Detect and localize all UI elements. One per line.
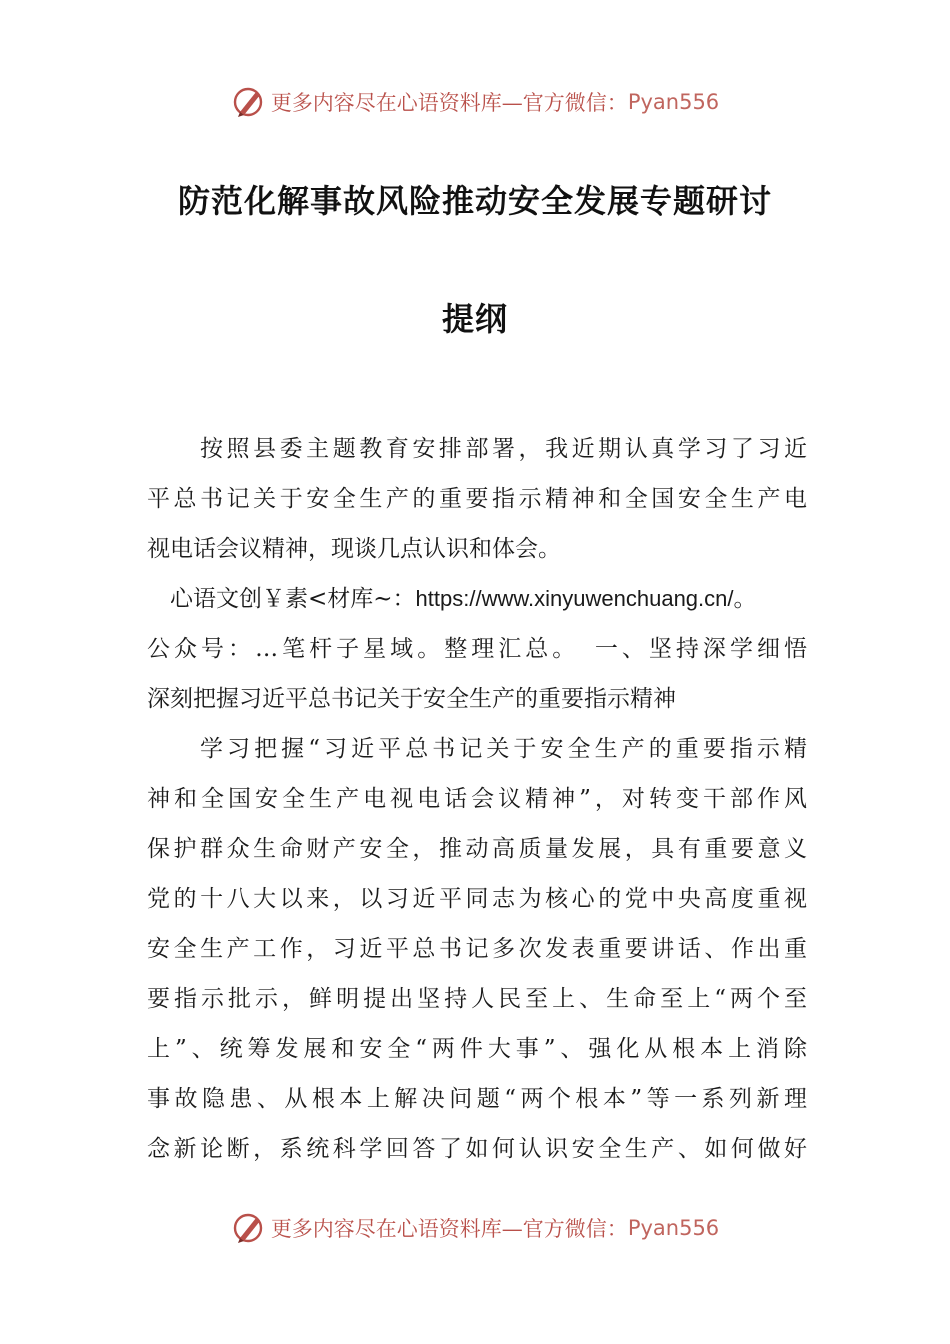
- watermark-prefix: 心语文创￥素<材库~：: [170, 586, 416, 612]
- banner-wechat-id: Pyan556: [627, 1216, 720, 1240]
- banner-text: 更多内容尽在心语资料库—官方微信：: [270, 91, 628, 115]
- body-line: 保护群众生命财产安全，推动高质量发展，具有重要意义: [147, 836, 807, 862]
- body-line: 事故隐患、从根本上解决问题“两个根本”等一系列新理: [147, 1086, 807, 1112]
- section-heading: 深刻把握习近平总书记关于安全生产的重要指示精神: [147, 686, 676, 712]
- body-line: 平总书记关于安全生产的重要指示精神和全国安全生产电: [147, 486, 807, 512]
- body-line: 安全生产工作，习近平总书记多次发表重要讲话、作出重: [147, 936, 807, 962]
- footer-watermark-banner: [0, 1208, 950, 1248]
- body-line: 要指示批示，鲜明提出坚持人民至上、生命至上“两个至: [147, 986, 807, 1012]
- body-line: 上”、统筹发展和安全“两件大事”、强化从根本上消除: [147, 1036, 807, 1062]
- banner-text: 更多内容尽在心语资料库—官方微信：: [270, 1217, 628, 1241]
- pen-logo-icon: [231, 84, 267, 120]
- pen-logo-icon: [231, 1210, 267, 1246]
- body-line: 党的十八大以来，以习近平同志为核心的党中央高度重视: [147, 886, 807, 912]
- banner-wechat-id: Pyan556: [627, 90, 720, 114]
- body-line: 按照县委主题教育安排部署，我近期认真学习了习近: [200, 436, 807, 462]
- body-line: 学习把握“习近平总书记关于安全生产的重要指示精: [200, 736, 807, 762]
- page-title-line2: 提纲: [441, 300, 508, 338]
- body-line: 视电话会议精神，现谈几点认识和体会。: [147, 536, 561, 562]
- body-line: 公众号：…笔杆子星域。整理汇总。 一、坚持深学细悟: [147, 636, 807, 662]
- watermark-period: 。: [733, 586, 757, 612]
- watermark-url: https://www.xinyuwenchuang.cn/: [415, 586, 734, 611]
- body-line-watermark: [170, 584, 810, 614]
- page-title: 防范化解事故风险推动安全发展专题研讨: [177, 182, 772, 220]
- body-line: 神和全国安全生产电视电话会议精神”，对转变干部作风: [147, 786, 807, 812]
- header-watermark-banner: [0, 82, 950, 122]
- body-line: 念新论断，系统科学回答了如何认识安全生产、如何做好: [147, 1136, 807, 1162]
